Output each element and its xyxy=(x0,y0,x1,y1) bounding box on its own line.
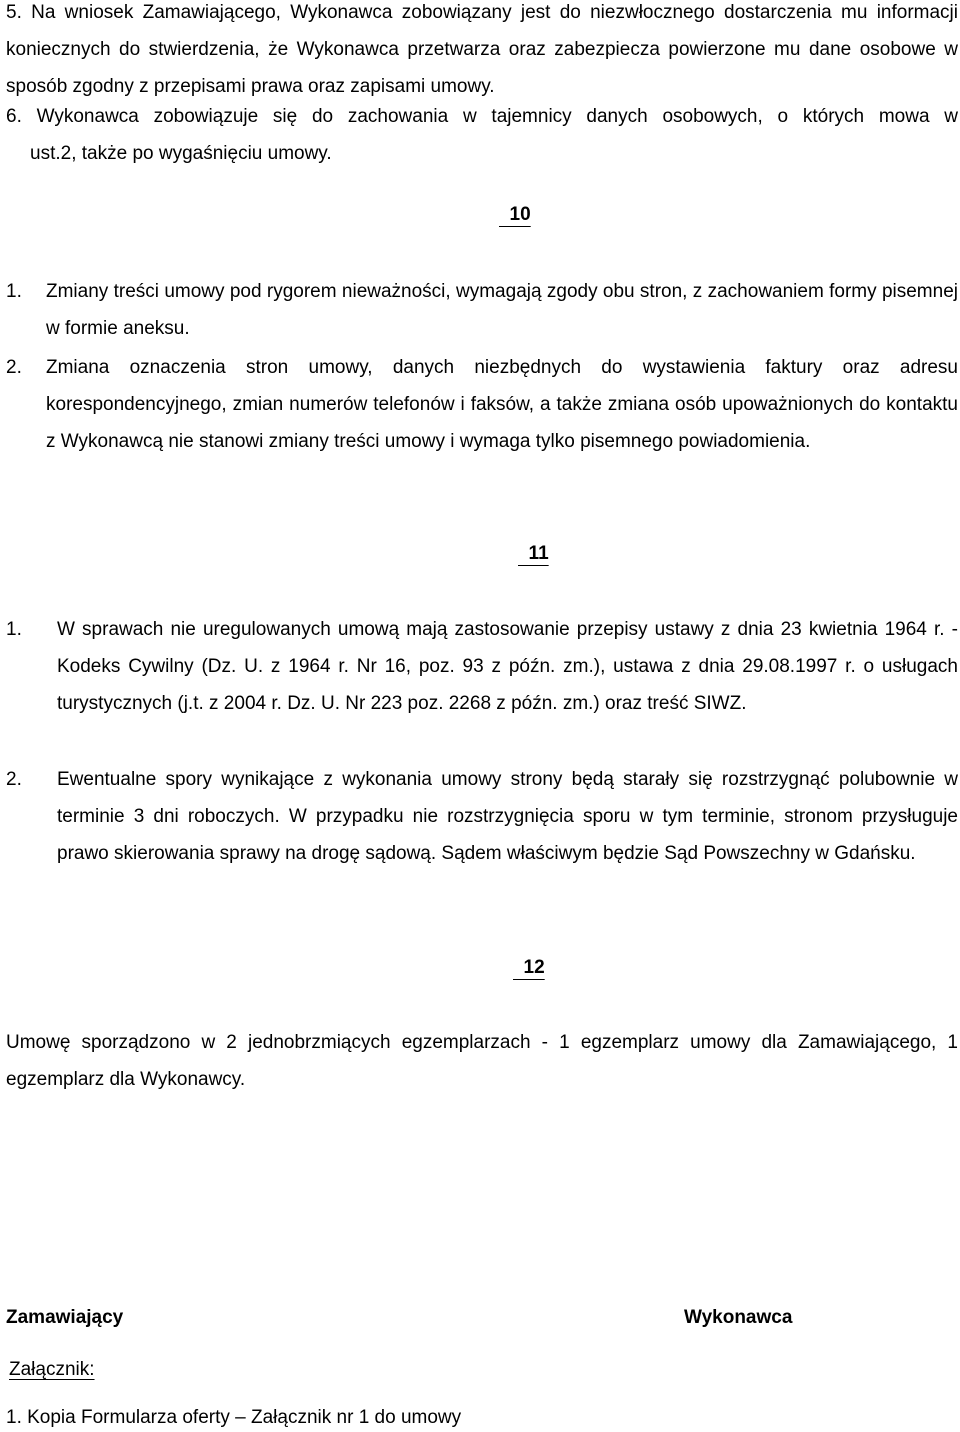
paragraph-5: 5. Na wniosek Zamawiającego, Wykonawca zobowiązany jest do niezwłocznego dostarczenia mu informacji koniecznych do stwierdzenia, że Wykonawca przetwarza oraz zabezpiecza powierzone mu dane osobowe w sposób zgodny z przepisami prawa oraz zapisami umowy. xyxy=(6,2,958,97)
section-10-heading: 10 xyxy=(499,204,531,225)
s11-item-2-number: 2. xyxy=(6,769,22,790)
s11-item-1-text: W sprawach nie uregulowanych umową mają zastosowanie przepisy ustawy z dnia 23 kwietnia 1964 r. - Kodeks Cywilny (Dz. U. z 1964 r. Nr 16, poz. 93 z późn. zm.), ustawa z dnia 29.08.1997 r. o usługach turystycznych (j.t. z 2004 r. Dz. U. Nr 223 poz. 2268 z późn. zm.) oraz treść SIWZ. xyxy=(57,619,958,714)
section-11-heading: 11 xyxy=(518,543,549,564)
s10-item-2-text: Zmiana oznaczenia stron umowy, danych niezbędnych do wystawienia faktury oraz adresu korespondencyjnego, zmian numerów telefonów i faksów, a także zmiana osób upoważnionych do kontaktu z Wykonawcą nie stanowi zmiany treści umowy i wymaga tylko pisemnego powiadomienia. xyxy=(46,357,958,452)
s11-item-2-text: Ewentualne spory wynikające z wykonania umowy strony będą starały się rozstrzygnąć polubownie w terminie 3 dni roboczych. W przypadku nie rozstrzygnięcia sporu w tym terminie, stronom przysługuje prawo skierowania sprawy na drogę sądową. Sądem właściwym będzie Sąd Powszechny w Gdańsku. xyxy=(57,769,958,864)
s11-item-1-number: 1. xyxy=(6,619,22,640)
paragraph-6-line-1: 6. Wykonawca zobowiązuje się do zachowania w tajemnicy danych osobowych, o których mowa w xyxy=(6,106,958,127)
signature-contracting-authority: Zamawiający xyxy=(6,1307,124,1328)
s10-item-2-number: 2. xyxy=(6,357,22,378)
attachments-label: Załącznik: xyxy=(9,1359,95,1380)
section-12-heading: 12 xyxy=(513,957,545,978)
s10-item-1-text: Zmiany treści umowy pod rygorem nieważności, wymagają zgody obu stron, z zachowaniem formy pisemnej w formie aneksu. xyxy=(46,281,958,339)
s10-item-1-number: 1. xyxy=(6,281,22,302)
paragraph-6-line-2: ust.2, także po wygaśnięciu umowy. xyxy=(30,143,332,164)
signature-contractor: Wykonawca xyxy=(684,1307,793,1328)
s12-paragraph: Umowę sporządzono w 2 jednobrzmiących egzemplarzach - 1 egzemplarz umowy dla Zamawiającego, 1 egzemplarz dla Wykonawcy. xyxy=(6,1032,958,1090)
attachment-item-1: 1. Kopia Formularza oferty – Załącznik nr 1 do umowy xyxy=(6,1407,462,1428)
